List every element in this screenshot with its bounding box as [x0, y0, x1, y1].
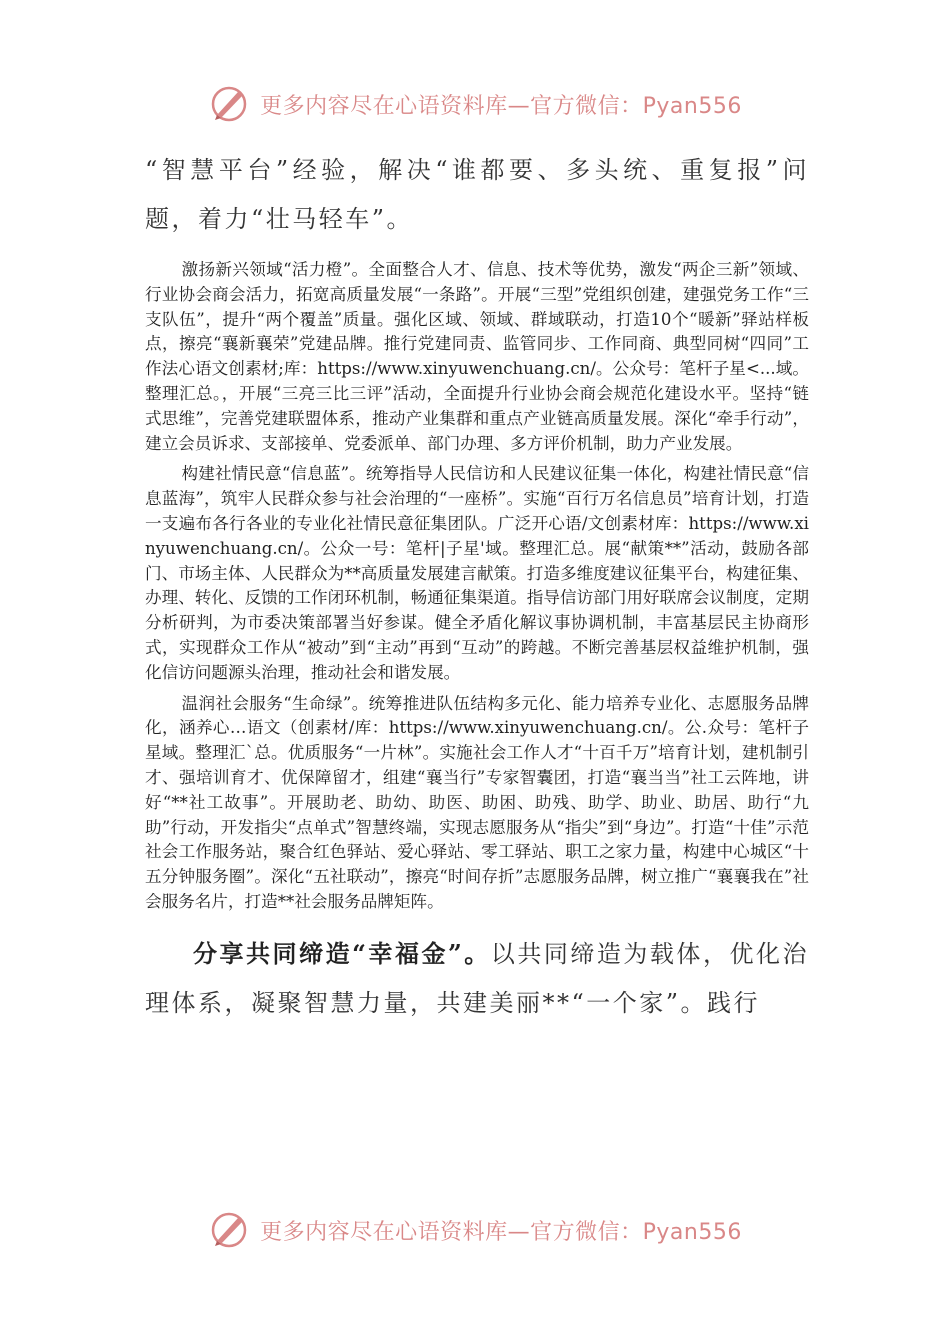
intro-paragraph: “智慧平台”经验，解决“谁都要、多头统、重复报”问题，着力“壮马轻车”。	[145, 156, 809, 233]
footer-watermark	[0, 1206, 950, 1254]
paragraph-info-blue: 构建社情民意“信息蓝”。统筹指导人民信访和人民建议征集一体化，构建社情民意“信息蓝海”，筑牢人民群众参与社会治理的“一座桥”。实施“百行万名信息员”培育计划，打造一支遍布各行各业的专业化社情民意征集团队。广泛开心语/文创素材库：https://www.xinyuwenchuang.cn/。公众一号：笔杆|子星'域。整理汇总。展“献策**”活动，鼓励各部门、市场主体、人民群众为**高质量发展建言献策。打造多维度建议征集平台，构建征集、办理、转化、反馈的工作闭环机制，畅通征集渠道。指导信访部门用好联席会议制度，定期分析研判，为市委决策部署当好参谋。健全矛盾化解议事协调机制，丰富基层民主协商形式，实现群众工作从“被动”到“主动”再到“互动”的跨越。不断完善基层权益维护机制，强化信访问题源头治理，推动社会和谐发展。	[145, 464, 809, 682]
pen-logo-icon	[208, 1209, 250, 1251]
watermark-text: 更多内容尽在心语资料库—官方微信：Pyan556	[260, 1219, 742, 1245]
section-heading: 分享共同缔造“幸福金”。	[193, 938, 491, 968]
paragraph-happiness-gold	[145, 929, 809, 1028]
paragraph-vitality-orange: 激扬新兴领域“活力橙”。全面整合人才、信息、技术等优势，激发“两企三新”领域、行业协会商会活力，拓宽高质量发展“一条路”。开展“三型”党组织创建，建强党务工作“三支队伍”，提升“两个覆盖”质量。强化区域、领域、群域联动，打造10个“暖新”驿站样板点，擦亮“襄新襄荣”党建品牌。推行党建同责、监管同步、工作同商、典型同树“四同”工作法心语文创素材;库：https://www.xinyuwenchuang.cn/。公众号：笔杆子星<...域。整理汇总。，开展“三亮三比三评”活动，全面提升行业协会商会规范化建设水平。坚持“链式思维”，完善党建联盟体系，推动产业集群和重点产业链高质量发展。深化“牵手行动”，建立会员诉求、支部接单、党委派单、部门办理、多方评价机制，助力产业发展。	[145, 260, 809, 453]
watermark-text: 更多内容尽在心语资料库—官方微信：Pyan556	[260, 93, 742, 119]
document-body	[145, 146, 809, 1028]
header-watermark	[0, 80, 950, 128]
pen-logo-icon	[208, 83, 250, 125]
section-text: 以共同缔造为载体，优化治理体系，凝聚智慧力量，共建美丽**“一个家”。践行	[145, 939, 809, 1017]
paragraph-life-green: 温润社会服务“生命绿”。统筹推进队伍结构多元化、能力培养专业化、志愿服务品牌化，涵养心…语文（创素材/库：https://www.xinyuwenchuang.cn/。公.众号：笔杆子星域。整理汇`总。优质服务“一片林”。实施社会工作人才“十百千万”培育计划，建机制引才、强培训育才、优保障留才，组建“襄当行”专家智囊团，打造“襄当当”社工云阵地，讲好“**社工故事”。开展助老、助幼、助医、助困、助残、助学、助业、助居、助行“九助”行动，开发指尖“点单式”智慧终端，实现志愿服务从“指尖”到“身边”。打造“十佳”示范社会工作服务站，聚合红色驿站、爱心驿站、零工驿站、职工之家力量，构建中心城区“十五分钟服务圈”。深化“五社联动”，擦亮“时间存折”志愿服务品牌，树立推广“襄襄我在”社会服务名片，打造**社会服务品牌矩阵。	[145, 693, 809, 911]
